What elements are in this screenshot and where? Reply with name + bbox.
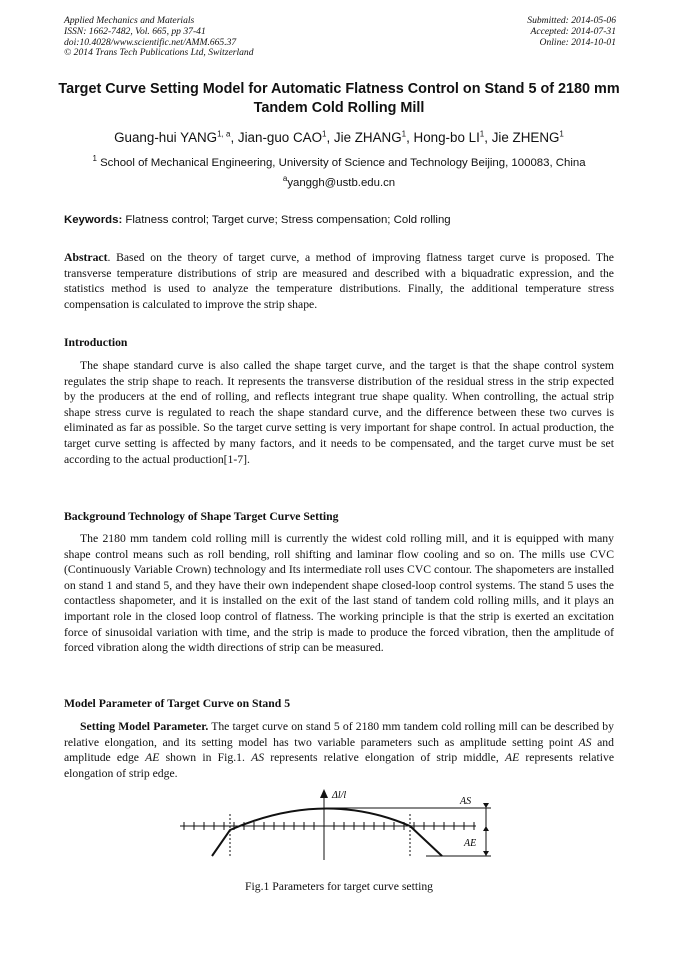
abstract (64, 250, 614, 312)
model-paragraph (64, 719, 614, 781)
target-curve-figure (176, 786, 506, 866)
introduction-paragraph (64, 358, 614, 467)
keywords-label: Keywords: (64, 214, 123, 226)
author-sup: 1 (559, 129, 564, 139)
symbol-ae: AE (145, 751, 160, 765)
accepted-date: Accepted: 2014-07-31 (530, 25, 616, 37)
email (30, 174, 648, 189)
submitted-date: Submitted: 2014-05-06 (527, 15, 616, 26)
dates-info (527, 16, 616, 48)
keywords-text: Flatness control; Target curve; Stress compensation; Cold rolling (125, 214, 451, 226)
model-text: represents relative elongation of strip middle, (264, 751, 505, 765)
keywords (64, 214, 616, 226)
symbol-ae: AE (504, 751, 520, 765)
axis-label: Δl/l (332, 790, 347, 801)
ae-arrow-down (483, 851, 489, 856)
affiliation-text: School of Mechanical Engineering, University of Science and Technology Beijing, 100083, China (100, 157, 586, 169)
author-sup: 1 (322, 129, 327, 139)
author-name: Jie ZHENG (491, 130, 560, 145)
author-name: Hong-bo LI (413, 130, 480, 145)
section-heading-background: Background Technology of Shape Target Curve Setting (64, 510, 339, 523)
email-sup: a (282, 174, 288, 184)
author-sup: 1 (401, 129, 407, 139)
affiliation-sup: 1 (92, 154, 97, 164)
issn-line: ISSN: 1662-7482, Vol. 665, pp 37-41 (64, 25, 206, 37)
journal-info (64, 16, 254, 59)
model-text: and amplitude edge (64, 735, 614, 765)
journal-name: Applied Mechanics and Materials (64, 15, 195, 26)
model-text: shown in Fig.1. (159, 751, 252, 765)
author-name: Jian-guo CAO (237, 130, 322, 145)
model-text: The target curve on stand 5 of 2180 mm tandem cold rolling mill can be described by relative elongation, and its setting model has two variable parameters such as amplitude setting point (64, 720, 614, 749)
background-paragraph (64, 531, 614, 656)
target-curve (212, 808, 442, 856)
author-sup: 1, a (217, 129, 231, 139)
introduction-text: The shape standard curve is also called the shape target curve, and the target is that the shape control system regulates the strip shape to reach. It represents the transverse distribution of the residual stress in the strip expected by the producers at the end of rolling, and reflects integrant true shape quality. When controlling, the actual strip shape stress curve is regulated to reach the shape standard curve, and the difference between these two curves is eliminated as far as possible. So the target curve setting is very important for shape control. In actual production, the target curve setting is affected by many factors, and it needs to be compensated, and the target curve must be set according to the actual production[1-7]. (64, 359, 614, 466)
author-sup: 1 (479, 129, 485, 139)
figure-caption: Fig.1 Parameters for target curve setting (244, 880, 434, 893)
author-name: Guang-hui YANG (114, 130, 218, 145)
copyright-line: © 2014 Trans Tech Publications Ltd, Switzerland (64, 47, 254, 59)
section-heading-introduction: Introduction (64, 336, 128, 349)
symbol-as: AS (578, 735, 592, 749)
vertical-axis-arrow (320, 789, 328, 798)
symbol-as: AS (251, 751, 265, 765)
section-heading-model: Model Parameter of Target Curve on Stand 5 (64, 697, 291, 710)
model-run-in: Setting Model Parameter. (80, 720, 209, 733)
affiliation (30, 154, 648, 169)
abstract-text: . Based on the theory of target curve, a method of improving flatness target curve is proposed. The transverse temperature distributions of strip are measured and described with a biquadratic expression, and the statistics method is used to analyze the temperature distributions. Finally, the additional temperature stress compensation is calculated to improve the strip shape. (64, 251, 614, 311)
as-arrow-down (483, 803, 489, 808)
online-date: Online: 2014-10-01 (539, 36, 616, 48)
email-address[interactable]: yanggh@ustb.edu.cn (287, 177, 396, 189)
label-ae: AE (464, 838, 477, 849)
background-text: The 2180 mm tandem cold rolling mill is currently the widest cold rolling mill, and it is equipped with many shape control means such as roll bending, roll shifting and laminar flow cooling and so on. The mills use CVC (Continuously Variable Crown) technology and Its intermediate roll uses CVC contour. The shapometers are installed on stand 1 and stand 5, and they have their own independent shape closed-loop control systems. The stand 5 uses the contactless shapometer, and it is installed on the exit of the last stand of tandem cold rolling mills, and it plays an important role in the closed loop control of flatness. The working principle is that the strip is exerted an excitation force of sinusoidal variation with time, and the strip is made to produce the forced vibration, then the amplitude of forced vibration along the width directions of strip can be measured. (64, 532, 614, 655)
model-text: represents relative elongation of strip edge. (64, 751, 615, 780)
doi-line: doi:10.4028/www.scientific.net/AMM.665.37 (64, 36, 237, 48)
paper-title: Target Curve Setting Model for Automatic Flatness Control on Stand 5 of 2180 mm Tandem Cold Rolling Mill (58, 81, 620, 116)
label-as: AS (460, 796, 472, 807)
author-name: Jie ZHANG (333, 130, 402, 145)
abstract-label: Abstract (64, 251, 108, 264)
author-list: Guang-hui YANG$^{1, a}$, Jian-guo CAO$^1$, Jie ZHANG$^1$, Hong-bo $LI^1$, Jie ZHENG$^1$ (114, 129, 564, 145)
